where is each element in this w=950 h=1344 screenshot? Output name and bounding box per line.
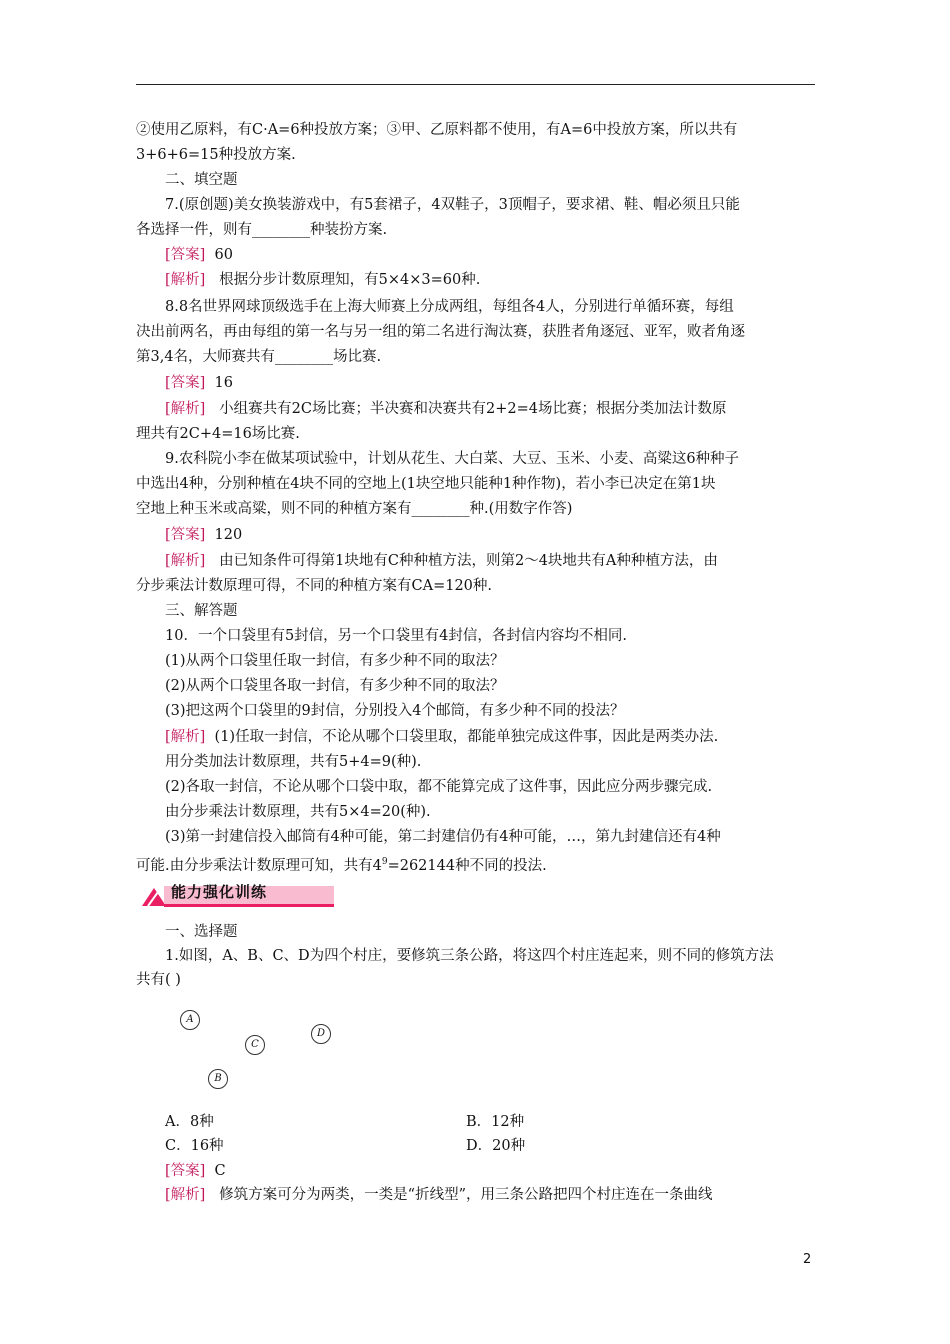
question-9-line: 空地上种玉米或高粱，则不同的种植方案有________种.(用数字作答) (136, 501, 573, 517)
analysis-tag: [解析] (165, 1187, 206, 1203)
answer-value: 16 (214, 375, 233, 391)
option-d: D．20种 (466, 1138, 526, 1154)
question-1-line: 1.如图，A、B、C、D为四个村庄，要修筑三条公路，将这四个村庄连起来，则不同的修筑方法 (165, 948, 774, 964)
analysis-text: 可能.由分步乘法计数原理可知，共有4 (136, 857, 382, 874)
analysis-tag: [解析] (165, 272, 206, 288)
village-b: B (208, 1069, 228, 1089)
answer-9 (165, 523, 242, 547)
question-8-line: 第3,4名，大师赛共有________场比赛. (136, 349, 382, 365)
analysis-text: 修筑方案可分为两类，一类是“折线型”，用三条公路把四个村庄连在一条曲线 (219, 1187, 713, 1203)
analysis-9-line: 分步乘法计数原理可得，不同的种植方案有CA=120种. (136, 578, 492, 594)
text-line: 3+6+6=15种投放方案. (136, 147, 296, 163)
question-10-part: (2)从两个口袋里各取一封信，有多少种不同的取法？ (165, 678, 505, 694)
section-heading: 一、选择题 (165, 924, 238, 940)
analysis-tag: [解析] (165, 729, 206, 745)
analysis-8-line: 理共有2C+4=16场比赛. (136, 426, 300, 442)
analysis-tag: [解析] (165, 401, 206, 417)
analysis-9 (165, 549, 718, 573)
answer-tag: [答案] (165, 247, 206, 263)
banner-title: 能力强化训练 (171, 883, 268, 901)
village-c: C (245, 1035, 265, 1055)
exponent: 9 (381, 857, 388, 867)
question-10-part: (1)从两个口袋里任取一封信，有多少种不同的取法？ (165, 653, 505, 669)
answer-value: 60 (214, 247, 233, 263)
analysis-8 (165, 397, 726, 421)
question-7-line: 各选择一件，则有________种装扮方案. (136, 222, 388, 238)
analysis-text: 小组赛共有2C场比赛；半决赛和决赛共有2+2=4场比赛；根据分类加法计数原 (219, 401, 727, 417)
analysis-10-line: 用分类加法计数原理，共有5+4=9(种). (165, 754, 422, 770)
analysis-10-line: (2)各取一封信，不论从哪个口袋中取，都不能算完成了这件事，因此应分两步骤完成. (165, 779, 713, 795)
analysis-10 (165, 725, 718, 749)
analysis-text: =262144种不同的投法. (387, 857, 547, 874)
question-10: 10．一个口袋里有5封信，另一个口袋里有4封信，各封信内容均不相同. (165, 628, 628, 644)
answer-7 (165, 243, 233, 267)
question-7-line: 7.(原创题)美女换装游戏中，有5套裙子，4双鞋子，3顶帽子，要求裙、鞋、帽必须且只能 (165, 197, 740, 213)
section-heading: 三、解答题 (165, 603, 238, 619)
village-a: A (180, 1010, 200, 1030)
question-1-line: 共有( ) (136, 972, 181, 988)
answer-value: 120 (214, 527, 243, 543)
option-c: C．16种 (165, 1138, 224, 1154)
answer-tag: [答案] (165, 527, 206, 543)
option-a: A．8种 (165, 1114, 214, 1130)
analysis-10-line: 由分步乘法计数原理，共有5×4=20(种). (165, 804, 431, 820)
answer-8 (165, 371, 233, 395)
analysis-text: 根据分步计数原理知，有5×4×3=60种. (219, 272, 481, 288)
analysis-text: (1)任取一封信，不论从哪个口袋里取，都能单独完成这件事，因此是两类办法. (214, 729, 719, 745)
analysis-10-line (136, 850, 547, 878)
option-b: B．12种 (466, 1114, 525, 1130)
question-9-line: 9.农科院小李在做某项试验中，计划从花生、大白菜、大豆、玉米、小麦、高粱这6种种子 (165, 451, 740, 467)
answer-value: C (214, 1163, 226, 1179)
answer-tag: [答案] (165, 1163, 206, 1179)
header-rule (136, 84, 815, 85)
answer-tag: [答案] (165, 375, 206, 391)
question-10-part: (3)把这两个口袋里的9封信，分别投入4个邮筒，有多少种不同的投法？ (165, 703, 625, 719)
page-number: 2 (803, 1252, 812, 1267)
analysis-text: 由已知条件可得第1块地有C种种植方法，则第2～4块地共有A种种植方法，由 (219, 553, 718, 569)
section-heading: 二、填空题 (165, 172, 238, 188)
village-d: D (311, 1024, 331, 1044)
question-8-line: 决出前两名，再由每组的第一名与另一组的第二名进行淘汰赛，获胜者角逐冠、亚军，败者角逐 (136, 324, 745, 340)
analysis-10-line: (3)第一封建信投入邮筒有4种可能，第二封建信仍有4种可能，…，第九封建信还有4种 (165, 829, 721, 845)
analysis-tag: [解析] (165, 553, 206, 569)
question-9-line: 中选出4种，分别种植在4块不同的空地上(1块空地只能种1种作物)，若小李已决定在第1块 (136, 476, 716, 492)
analysis-7 (165, 268, 480, 292)
text-line: ②使用乙原料，有C·A=6种投放方案；③甲、乙原料都不使用，有A=6中投放方案，所以共有 (136, 122, 738, 138)
analysis-1 (165, 1183, 712, 1207)
question-8-line: 8.8名世界网球顶级选手在上海大师赛上分成两组，每组各4人，分别进行单循环赛，每组 (165, 299, 734, 315)
answer-1 (165, 1159, 226, 1183)
